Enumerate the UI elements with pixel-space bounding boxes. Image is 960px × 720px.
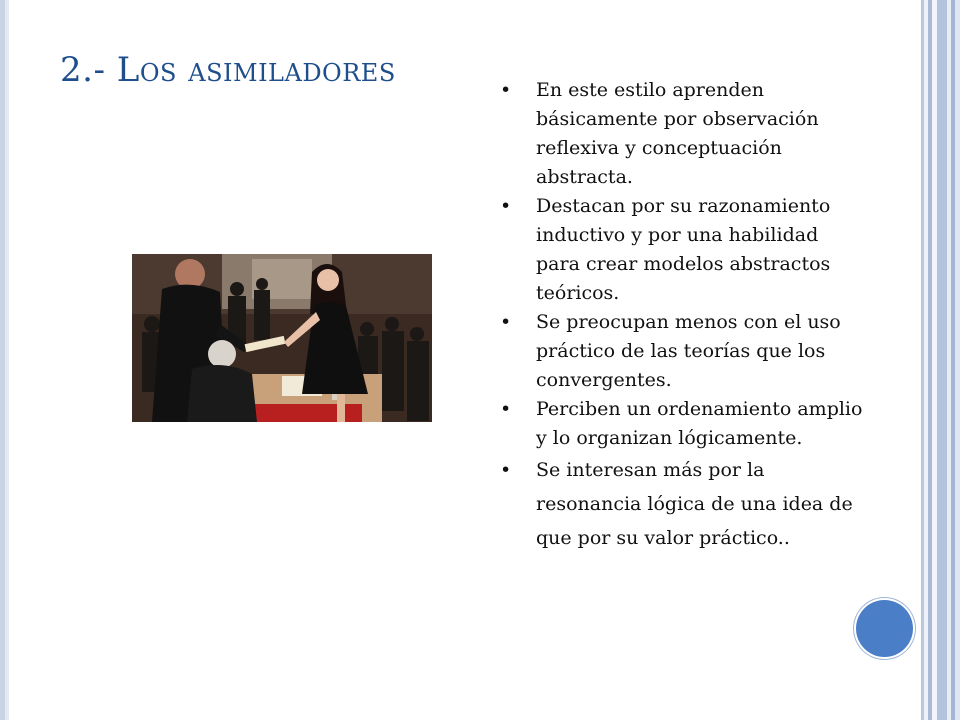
slide-title-text: 2.- Los asimiladores	[60, 50, 396, 90]
bullet-item-5: • Se interesan más por la resonancia lógica de una idea de que por su valor práctico..	[496, 453, 866, 555]
bullet-list	[496, 76, 866, 555]
bullet-item-1: • En este estilo aprenden básicamente por observación reflexiva y conceptuación abstracta.	[496, 76, 866, 192]
bullet-item-2: • Destacan por su razonamiento inductivo y por una habilidad para crear modelos abstractos teóricos.	[496, 192, 866, 308]
right-frame-stripes	[918, 0, 960, 720]
left-frame-border	[0, 0, 9, 720]
bullet-item-3: • Se preocupan menos con el uso práctico de las teorías que los convergentes.	[496, 308, 866, 395]
slide-title	[60, 50, 396, 90]
bullet-item-4: • Perciben un ordenamiento amplio y lo organizan lógicamente.	[496, 395, 866, 453]
decorative-circle	[856, 600, 913, 657]
graduation-photo	[132, 254, 432, 422]
